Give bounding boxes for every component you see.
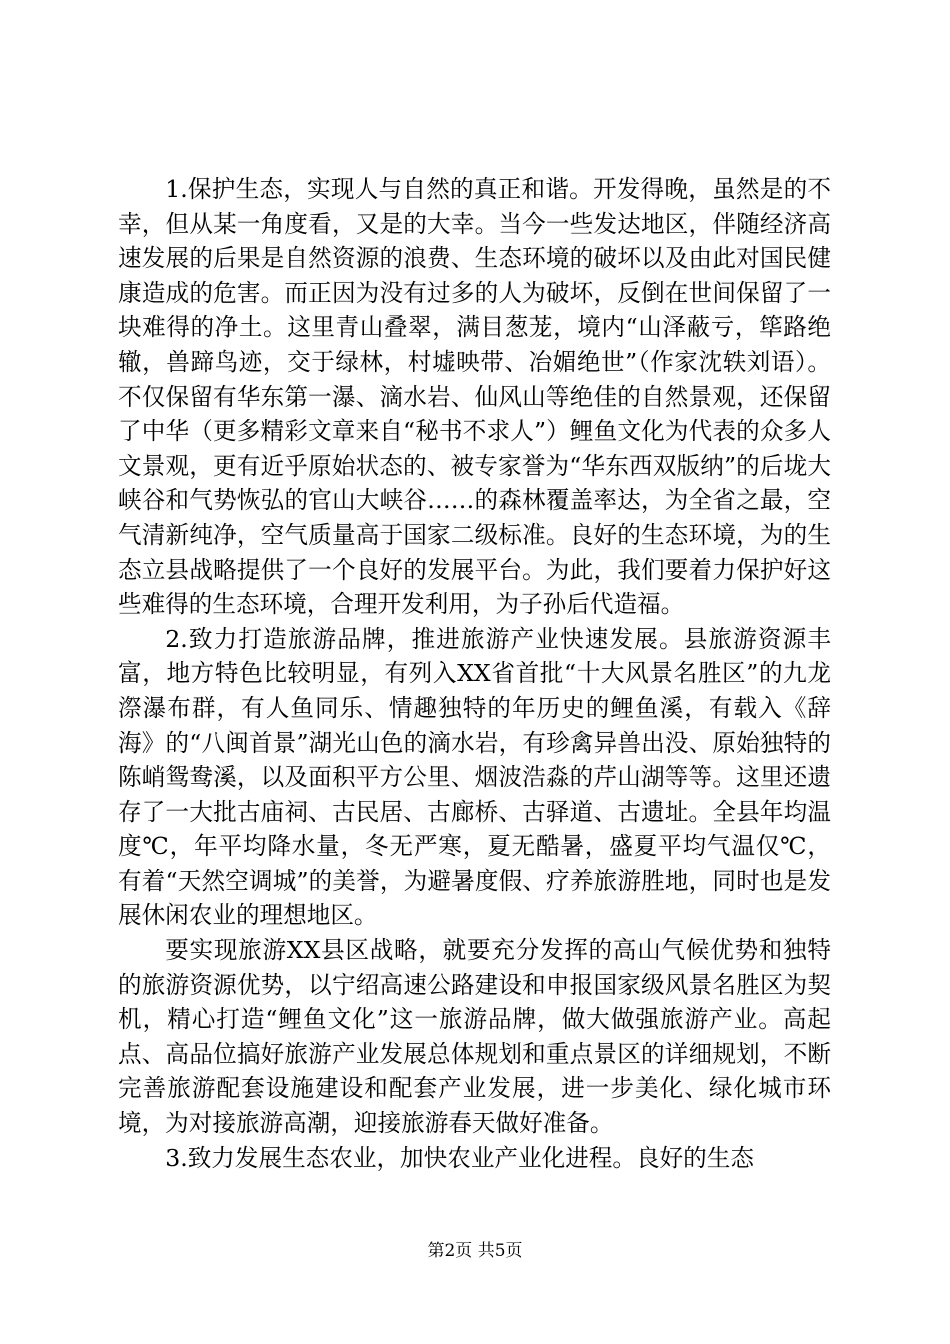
paragraph-tourism-brand: 2.致力打造旅游品牌，推进旅游产业快速发展。县旅游资源丰富，地方特色比较明显，有列入XX省首批“十大风景名胜区”的九龙漈瀑布群，有人鱼同乐、情趣独特的年历史的鲤鱼溪，有载入《辞海》的“八闽首景”湖光山色的滴水岩，有珍禽异兽出没、原始独特的陈峭鸳鸯溪，以及面积平方公里、烟波浩淼的芹山湖等等。这里还遗存了一大批古庙祠、古民居、古廊桥、古驿道、古遗址。全县年均温度℃，年平均降水量，冬无严寒，夏无酷暑，盛夏平均气温仅℃，有着“天然空调城”的美誉，为避暑度假、疗养旅游胜地，同时也是发展休闲农业的理想地区。 (118, 624, 831, 930)
page-number-footer: 第2页 共5页 (427, 1241, 523, 1261)
document-body (118, 172, 831, 1175)
paragraph-tourism-strategy: 要实现旅游XX县区战略，就要充分发挥的高山气候优势和独特的旅游资源优势，以宁绍高速公路建设和申报国家级风景名胜区为契机，精心打造“鲤鱼文化”这一旅游品牌，做大做强旅游产业。高起点、高品位搞好旅游产业发展总体规划和重点景区的详细规划，不断完善旅游配套设施建设和配套产业发展，进一步美化、绿化城市环境，为对接旅游高潮，迎接旅游春天做好准备。 (118, 936, 831, 1138)
paragraph-ecological-agriculture: 3.致力发展生态农业，加快农业产业化进程。良好的生态 (165, 1143, 754, 1172)
paragraph-protect-ecology: 1.保护生态，实现人与自然的真正和谐。开发得晚，虽然是的不幸，但从某一角度看，又是的大幸。当今一些发达地区，伴随经济高速发展的后果是自然资源的浪费、生态环境的破坏以及由此对国民健康造成的危害。而正因为没有过多的人为破坏，反倒在世间保留了一块难得的净土。这里青山叠翠，满目葱茏，境内“山泽蔽亏，筚路绝辙，兽蹄鸟迹，交于绿林，村墟映带、冶媚绝世”（作家沈轶刘语）。不仅保留有华东第一瀑、滴水岩、仙风山等绝佳的自然景观，还保留了中华（更多精彩文章来自“秘书不求人”）鲤鱼文化为代表的众多人文景观，更有近乎原始状态的、被专家誉为“华东西双版纳”的后垅大峡谷和气势恢弘的官山大峡谷……的森林覆盖率达，为全省之最，空气清新纯净，空气质量高于国家二级标准。良好的生态环境，为的生态立县战略提供了一个良好的发展平台。为此，我们要着力保护好这些难得的生态环境，合理开发利用，为子孙后代造福。 (118, 175, 831, 619)
